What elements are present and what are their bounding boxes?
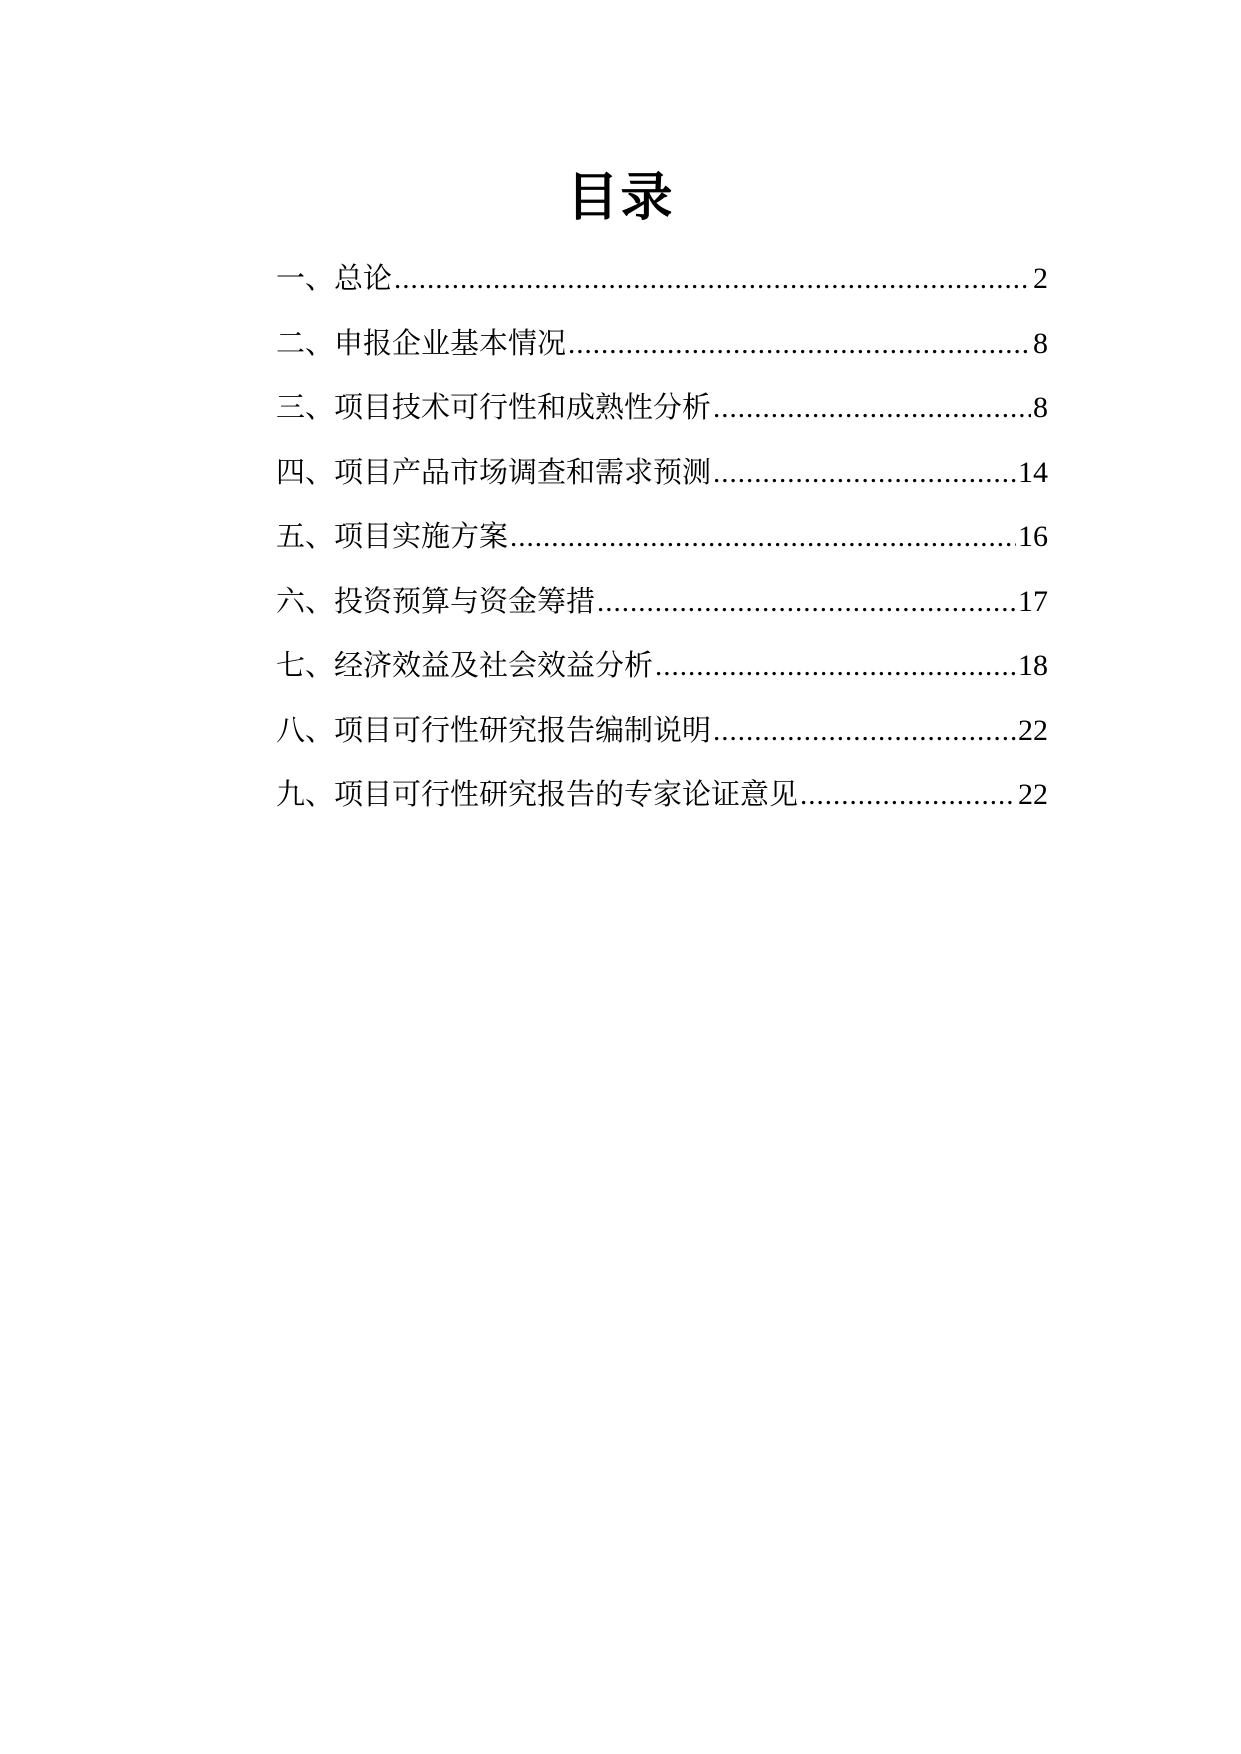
- toc-entry[interactable]: [276, 452, 1048, 517]
- toc-entry-title: 一、总论: [276, 261, 393, 295]
- page-title: 目录: [566, 168, 675, 228]
- toc-leader-dots: [713, 453, 1016, 493]
- toc-leader-dots: [394, 259, 1031, 299]
- toc-entry[interactable]: [276, 710, 1048, 775]
- toc-entry-title: 三、项目技术可行性和成熟性分析: [276, 390, 712, 424]
- toc-entry-page: 2: [1033, 262, 1048, 295]
- toc-entry[interactable]: [276, 581, 1048, 646]
- toc-entry-title: 六、投资预算与资金筹措: [276, 583, 596, 618]
- toc-entry-title: 七、经济效益及社会效益分析: [276, 648, 654, 682]
- table-of-contents: [276, 258, 1048, 839]
- toc-leader-dots: [510, 517, 1016, 557]
- toc-entry-title: 五、项目实施方案: [276, 519, 509, 553]
- toc-entry-title: 八、项目可行性研究报告编制说明: [276, 712, 712, 747]
- toc-entry-page: 18: [1018, 649, 1048, 682]
- toc-entry-title: 九、项目可行性研究报告的专家论证意见: [276, 777, 799, 811]
- toc-entry[interactable]: [276, 387, 1048, 452]
- toc-leader-dots: [713, 388, 1031, 428]
- toc-entry[interactable]: [276, 645, 1048, 710]
- toc-entry-page: 14: [1018, 455, 1048, 489]
- toc-entry-page: 22: [1018, 713, 1048, 747]
- toc-leader-dots: [655, 646, 1016, 686]
- toc-entry-page: 16: [1018, 520, 1048, 553]
- toc-leader-dots: [568, 324, 1031, 364]
- toc-entry-page: 8: [1033, 391, 1048, 424]
- toc-entry-page: 17: [1018, 584, 1048, 618]
- toc-entry-title: 二、申报企业基本情况: [276, 325, 567, 360]
- toc-entry-title: 四、项目产品市场调查和需求预测: [276, 454, 712, 489]
- toc-leader-dots: [713, 711, 1016, 751]
- toc-leader-dots: [597, 582, 1016, 622]
- toc-entry-page: 8: [1033, 326, 1048, 360]
- toc-entry[interactable]: [276, 774, 1048, 839]
- toc-entry[interactable]: [276, 516, 1048, 581]
- toc-leader-dots: [800, 775, 1016, 815]
- toc-entry[interactable]: [276, 323, 1048, 388]
- toc-entry[interactable]: [276, 258, 1048, 323]
- toc-entry-page: 22: [1018, 778, 1048, 811]
